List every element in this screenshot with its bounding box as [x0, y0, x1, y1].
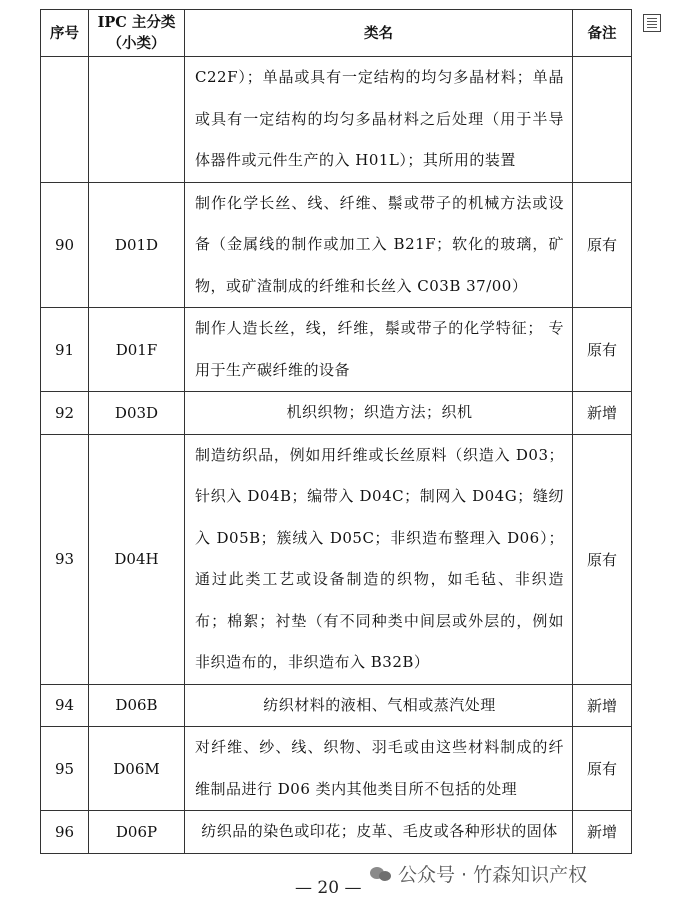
row-seq: 96 — [41, 811, 89, 854]
watermark-text: 公众号 · 竹森知识产权 — [398, 864, 588, 886]
row-note — [573, 57, 632, 183]
page-number: — 20 — — [295, 878, 362, 898]
watermark — [370, 860, 587, 887]
row-code: D04H — [89, 434, 185, 684]
table-row — [41, 308, 632, 392]
row-note: 原有 — [573, 434, 632, 684]
row-code: D06P — [89, 811, 185, 854]
row-name: C22F）；单晶或具有一定结构的均匀多晶材料；单晶或具有一定结构的均匀多晶材料之后处理（用于半导体器件或元件生产的入 H01L）；其所用的装置 — [185, 57, 573, 183]
row-code: D06M — [89, 727, 185, 811]
row-name: 制造纺织品，例如用纤维或长丝原料（织造入 D03；针织入 D04B；编带入 D04C；制网入 D04G；缝纫入 D05B；簇绒入 D05C；非织造布整理入 D06）；通过此类工艺或设备制造的织物，如毛毡、非织造布；棉絮；衬垫（有不同种类中间层或外层的，例如非织造布的，非织造布入 B32B） — [185, 434, 573, 684]
table-row — [41, 434, 632, 684]
row-note: 新增 — [573, 392, 632, 435]
table-row — [41, 727, 632, 811]
row-name: 纺织品的染色或印花；皮革、毛皮或各种形状的固体 — [185, 811, 573, 854]
row-seq: 93 — [41, 434, 89, 684]
ipc-table — [40, 9, 632, 854]
row-note: 新增 — [573, 811, 632, 854]
row-note: 新增 — [573, 684, 632, 727]
row-code: D06B — [89, 684, 185, 727]
header-seq: 序号 — [41, 10, 89, 57]
row-seq: 91 — [41, 308, 89, 392]
table-row — [41, 392, 632, 435]
header-ipc: IPC 主分类（小类） — [89, 10, 185, 57]
row-seq: 94 — [41, 684, 89, 727]
row-name: 对纤维、纱、线、织物、羽毛或由这些材料制成的纤维制品进行 D06 类内其他类目所不包括的处理 — [185, 727, 573, 811]
header-row — [41, 10, 632, 57]
row-code: D03D — [89, 392, 185, 435]
table-row — [41, 182, 632, 308]
row-seq: 92 — [41, 392, 89, 435]
row-code: D01F — [89, 308, 185, 392]
table-row — [41, 684, 632, 727]
row-name: 制作人造长丝，线，纤维，鬃或带子的化学特征； 专用于生产碳纤维的设备 — [185, 308, 573, 392]
header-name: 类名 — [185, 10, 573, 57]
row-note: 原有 — [573, 727, 632, 811]
row-seq — [41, 57, 89, 183]
row-seq: 90 — [41, 182, 89, 308]
row-name: 制作化学长丝、线、纤维、鬃或带子的机械方法或设备（金属线的制作或加工入 B21F；软化的玻璃，矿物，或矿渣制成的纤维和长丝入 C03B 37/00） — [185, 182, 573, 308]
table-row — [41, 811, 632, 854]
row-note: 原有 — [573, 308, 632, 392]
row-name: 纺织材料的液相、气相或蒸汽处理 — [185, 684, 573, 727]
row-code: D01D — [89, 182, 185, 308]
row-seq: 95 — [41, 727, 89, 811]
row-code — [89, 57, 185, 183]
wechat-icon — [370, 865, 392, 883]
qr-icon[interactable] — [643, 14, 661, 32]
row-note: 原有 — [573, 182, 632, 308]
table-row — [41, 57, 632, 183]
header-note: 备注 — [573, 10, 632, 57]
row-name: 机织织物；织造方法；织机 — [185, 392, 573, 435]
